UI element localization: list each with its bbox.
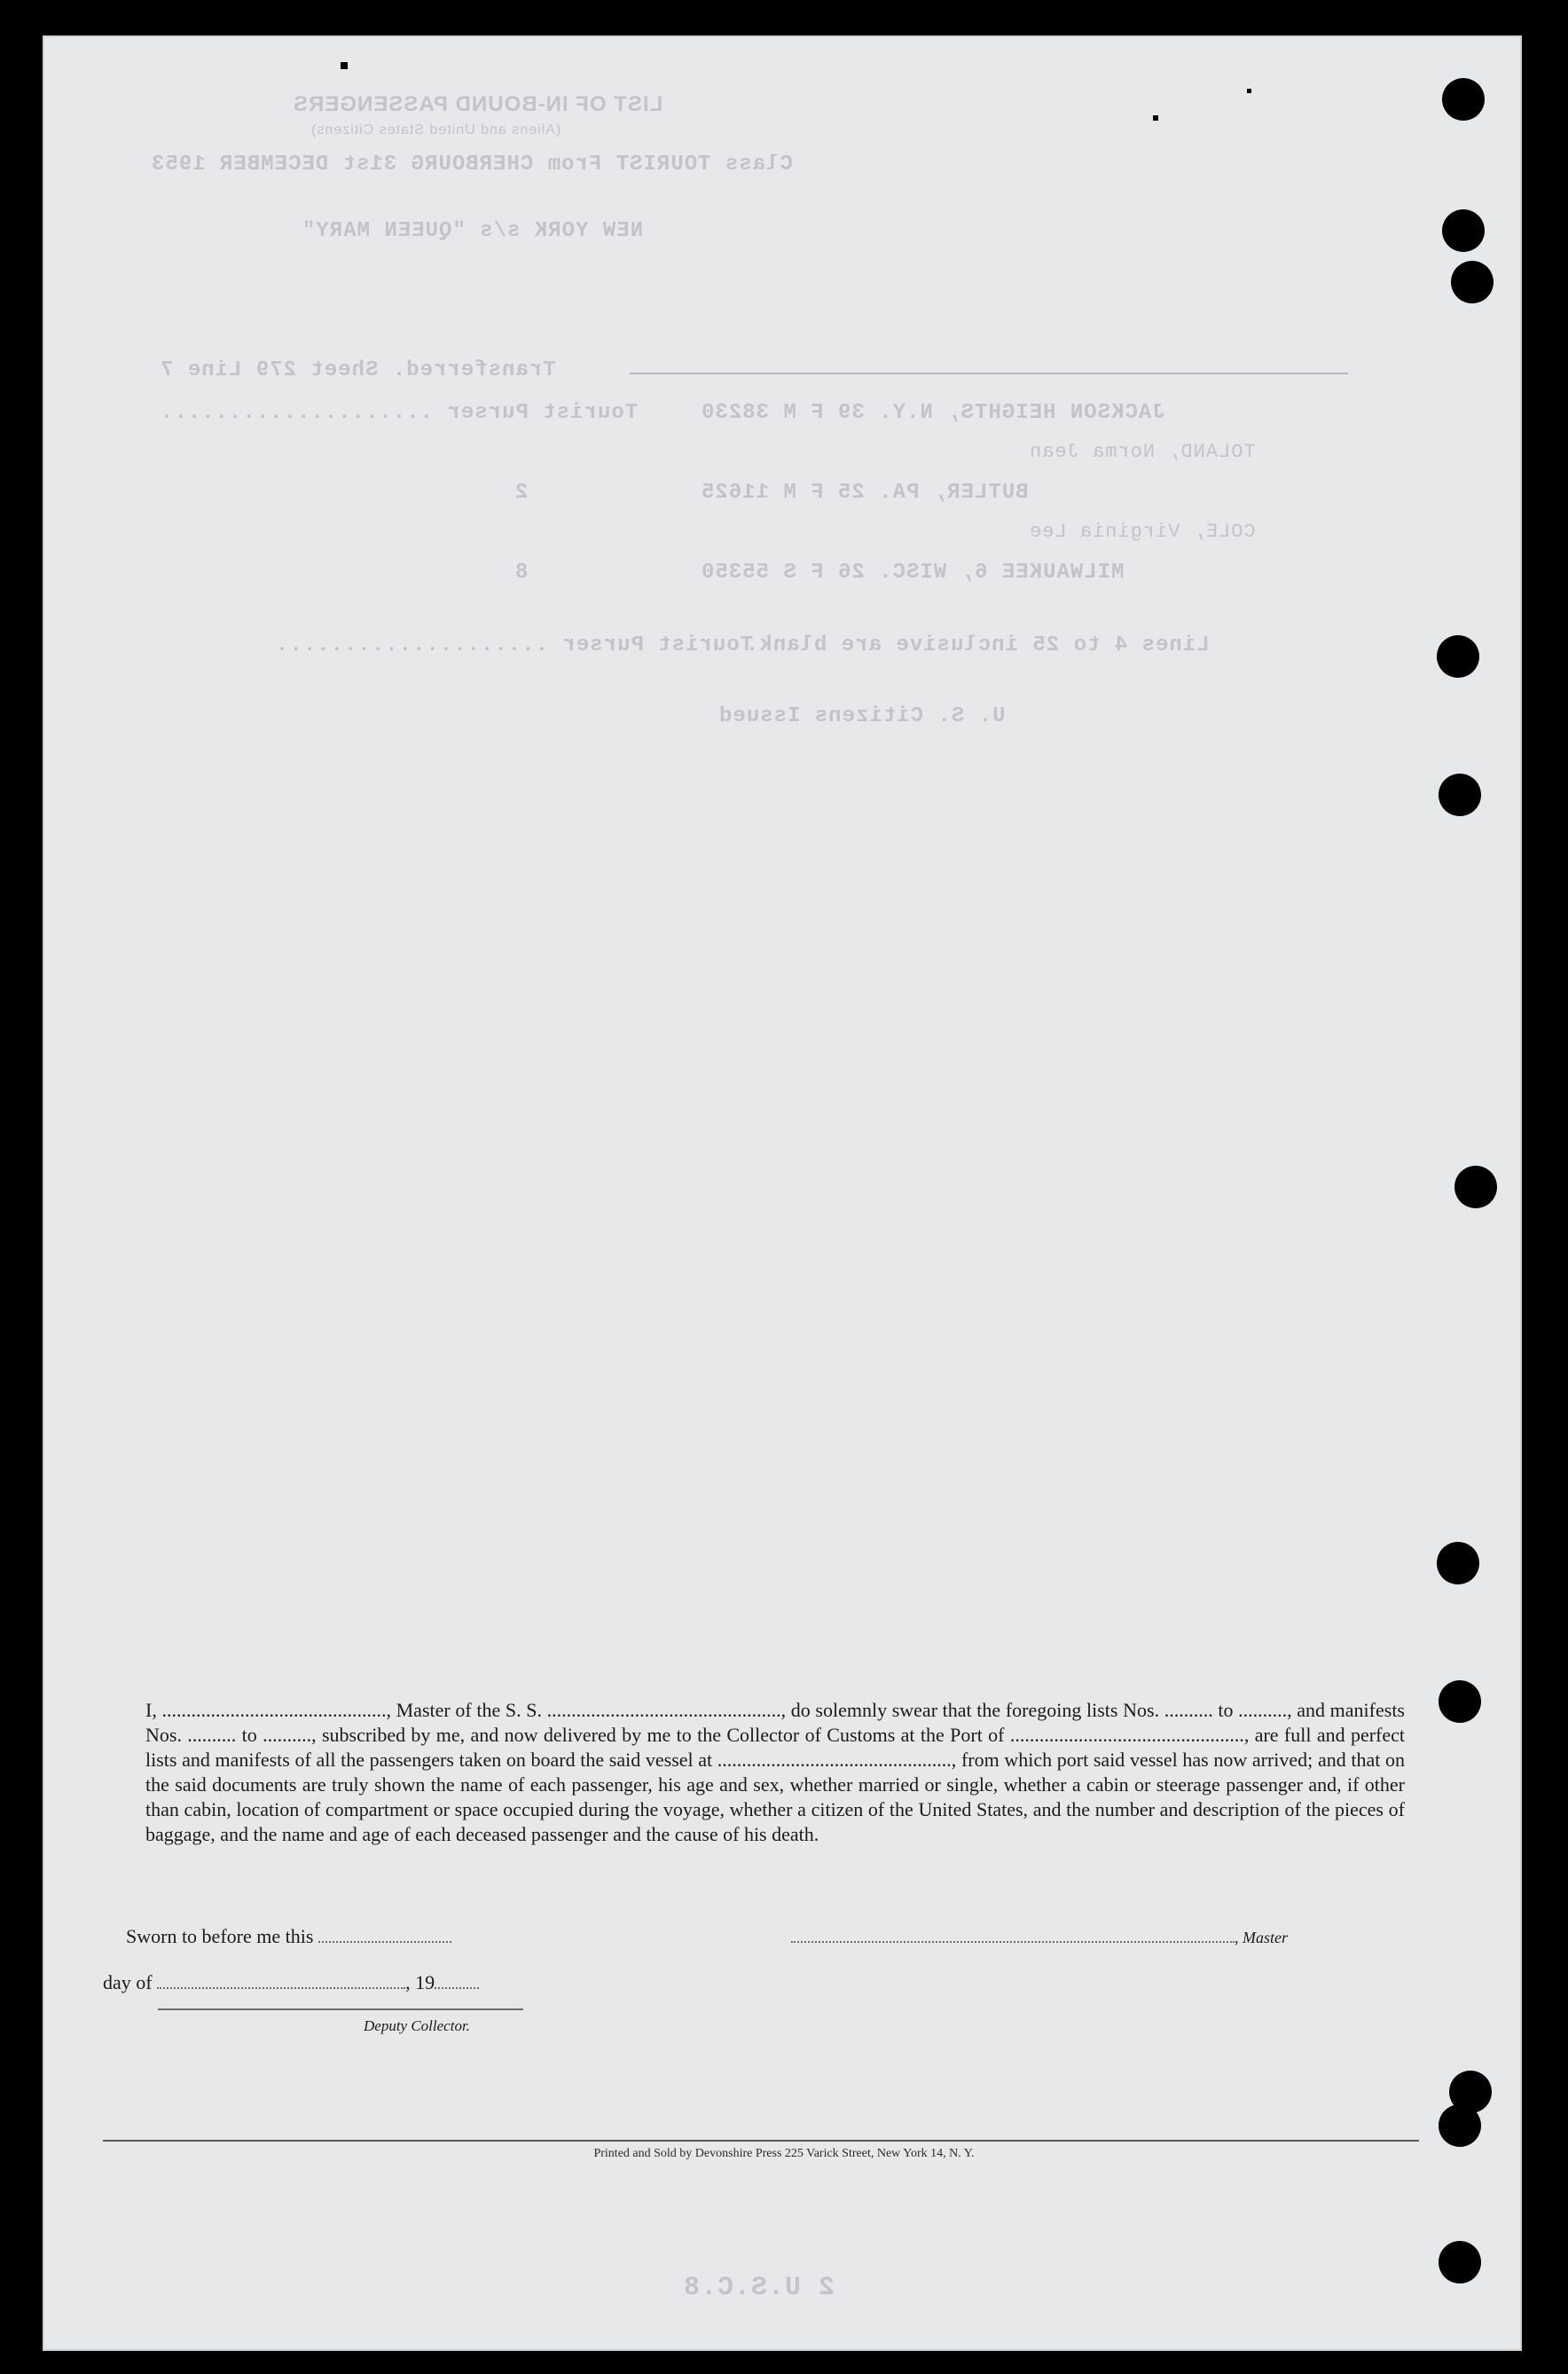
oath-text: I, .............................................., Master of the S. S. ................................................, do solemnly swear that the foregoing lists Nos. .......... to .........., and manifests Nos. .......... to .........., subscribed by me, and now delivered by me to the Collector of Customs at the Port of ................................................, are full and perfect lists and manifests of all the passengers taken on board the said vessel at ................................................, from which port said vessel has now arrived; and that on the said documents are truly shown the name of each passenger, his age and sex, whether married or single, whether a cabin or steerage passenger and, if other than cabin, location of compartment or space occupied during the voyage, whether a citizen of the United States, and the number and description of the pieces of baggage, and the name and age of each deceased passenger and the cause of his death.: [145, 1699, 1405, 1845]
day-of-label: day of: [103, 1971, 153, 1993]
punch-hole: [1439, 2104, 1481, 2147]
ink-speck: [1247, 89, 1251, 93]
ink-speck: [1153, 115, 1158, 121]
master-label: , Master: [1235, 1929, 1288, 1946]
year-label: , 19: [405, 1971, 435, 1993]
oath-paragraph: [145, 1698, 1405, 1847]
punch-hole: [1439, 2241, 1481, 2284]
ghost-row3b: MILWAUKEE 6, WISC. 26 F S 55350: [701, 561, 1125, 585]
ghost-heading: LIST OF IN-BOUND PASSENGERS: [293, 92, 663, 116]
footer-rule: [103, 2140, 1419, 2142]
manifest-page: [43, 35, 1522, 2351]
sworn-date-blank: [318, 1925, 451, 1943]
ghost-row3a: COLE, Virginia Lee: [1029, 521, 1256, 543]
punch-hole: [1454, 1166, 1497, 1208]
ghost-row1: JACKSON HEIGHTS, N.Y. 39 F M 38230: [701, 401, 1165, 425]
punch-hole: [1442, 78, 1485, 121]
ghost-row2b: BUTLER, PA. 25 F M 11625: [701, 481, 1029, 505]
deputy-collector-label: Deputy Collector.: [364, 2017, 470, 2034]
sworn-row: [126, 1925, 451, 1948]
printer-credit: Printed and Sold by Devonshire Press 225 Varick Street, New York 14, N. Y.: [593, 2147, 975, 2160]
deputy-signature-line: [158, 2008, 523, 2010]
ghost-bottom-stamp: 2 U.S.C.8: [683, 2273, 835, 2303]
punch-hole: [1437, 635, 1479, 678]
master-signature-blank: [791, 1925, 1235, 1943]
master-signature-row: [791, 1925, 1288, 1948]
ghost-strike-line: [630, 373, 1348, 374]
ghost-subheading: (Aliens and United States Citizens): [310, 122, 561, 138]
punch-hole: [1451, 261, 1494, 303]
ghost-transferred: Transferred. Sheet 279 Line 7: [160, 358, 556, 382]
ghost-purser1: Tourist Purser ....................: [160, 401, 639, 425]
ghost-route-line: Class TOURIST From CHERBOURG 31st DECEMBER 1953: [151, 153, 793, 177]
ink-speck: [341, 62, 348, 69]
year-blank: [435, 1971, 479, 1989]
punch-hole: [1437, 1542, 1479, 1584]
punch-hole: [1439, 774, 1481, 816]
ghost-num2: 2: [514, 481, 529, 505]
punch-hole: [1439, 1680, 1481, 1723]
ghost-purser2: Tourist Purser ....................: [275, 633, 754, 657]
punch-hole: [1442, 209, 1485, 252]
day-of-row: [103, 1971, 479, 1994]
ghost-row2a: TOLAND, Norma Jean: [1029, 441, 1256, 463]
sworn-label: Sworn to before me this: [126, 1925, 314, 1947]
ghost-class-line: NEW YORK s/s "QUEEN MARY": [302, 219, 644, 243]
ghost-num3: 8: [514, 561, 529, 585]
ghost-lines-blank: Lines 4 to 25 inclusive are blank.: [745, 633, 1210, 657]
ghost-us-citizens: U. S. Citizens Issued: [718, 704, 1006, 728]
day-of-blank: [157, 1971, 405, 1989]
